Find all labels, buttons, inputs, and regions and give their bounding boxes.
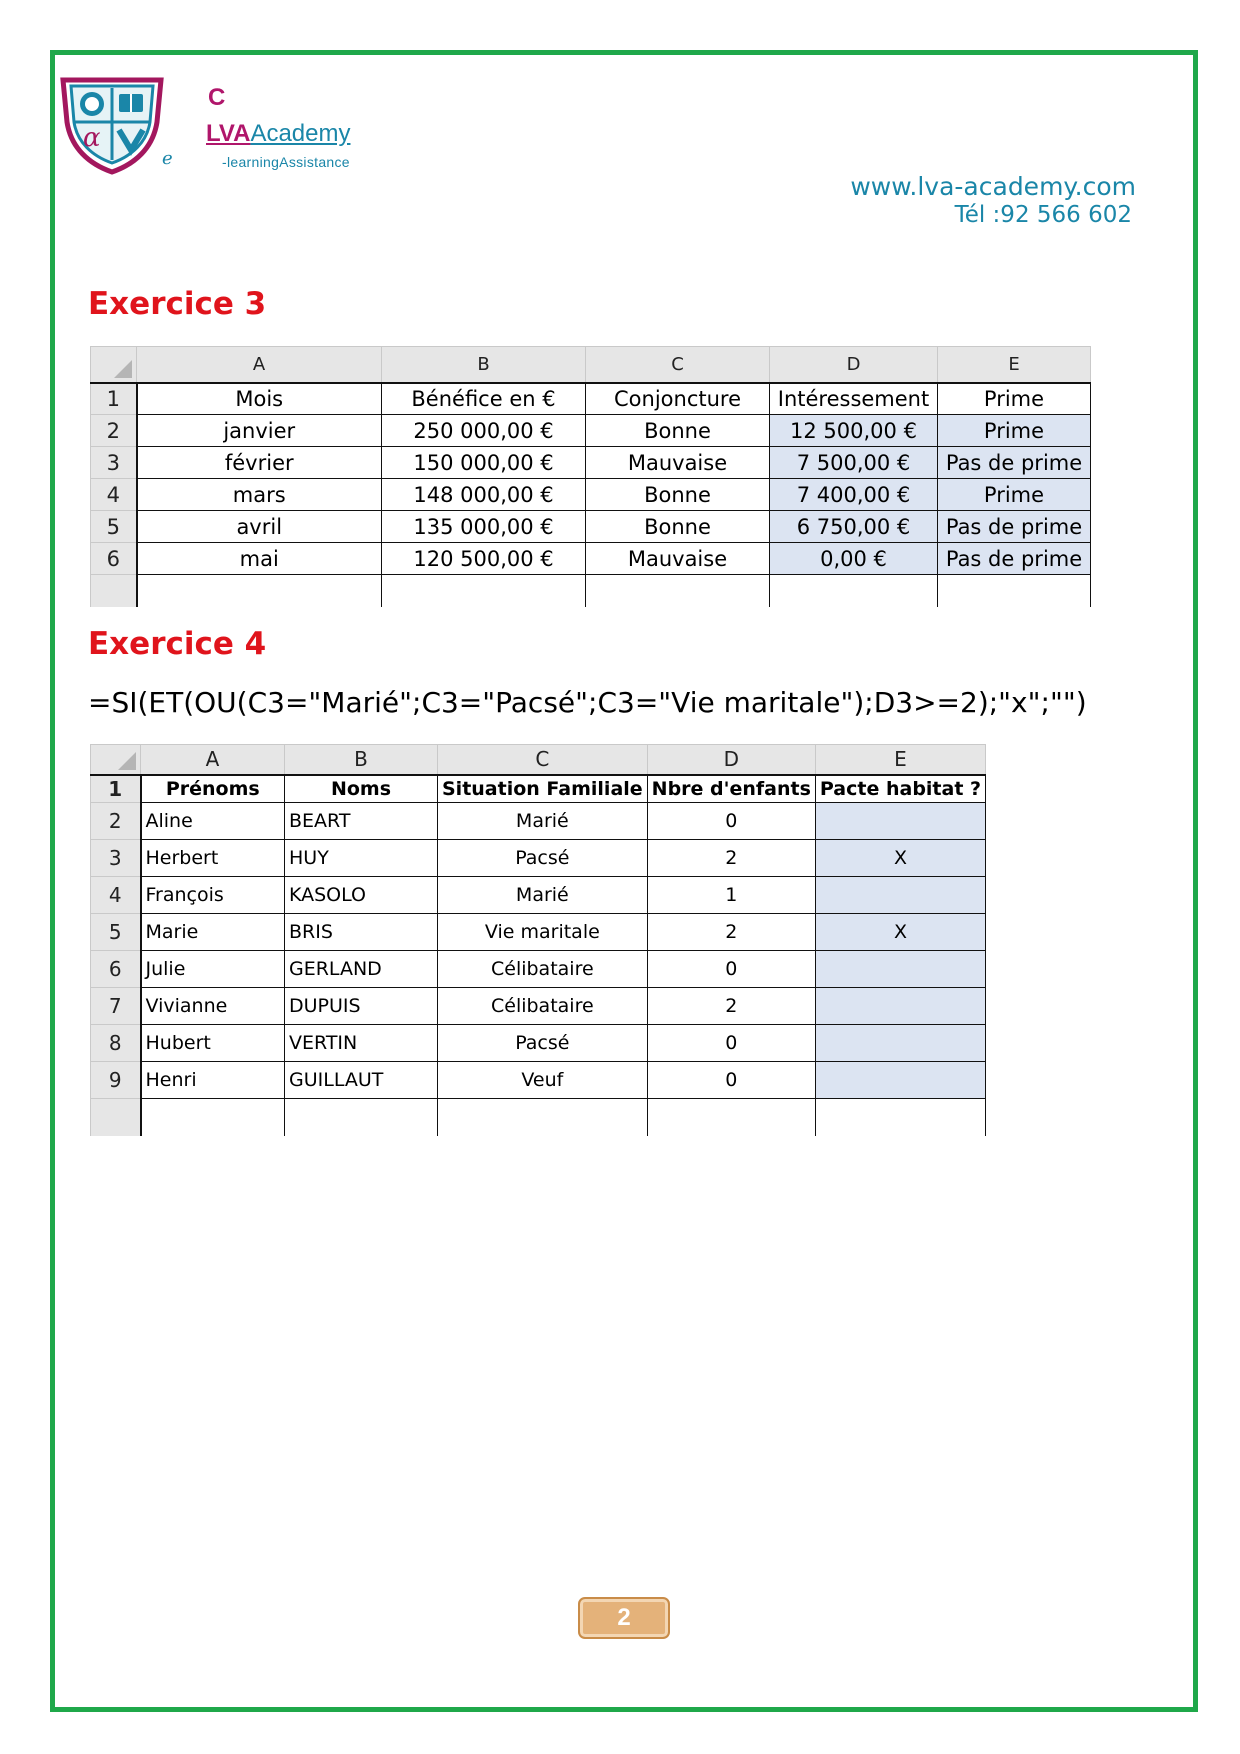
- table-row: [91, 543, 1091, 575]
- row-header[interactable]: 2: [91, 803, 141, 840]
- column-header[interactable]: C: [438, 745, 648, 775]
- cell[interactable]: 150 000,00 €: [382, 447, 586, 479]
- cell[interactable]: Mois: [137, 383, 382, 415]
- table-row: [91, 511, 1091, 543]
- cell[interactable]: GUILLAUT: [285, 1062, 438, 1099]
- cell[interactable]: Pacsé: [438, 1025, 648, 1062]
- cell[interactable]: X: [815, 840, 985, 877]
- column-header[interactable]: B: [382, 347, 586, 383]
- cell[interactable]: Nbre d'enfants: [647, 775, 815, 803]
- cell[interactable]: [815, 951, 985, 988]
- cell[interactable]: BEART: [285, 803, 438, 840]
- table-row: [91, 914, 986, 951]
- brand-letter-e: e: [162, 148, 173, 169]
- page-number-badge: 2: [578, 1597, 670, 1639]
- row-header[interactable]: 6: [91, 951, 141, 988]
- cell[interactable]: mai: [137, 543, 382, 575]
- cell[interactable]: Pacte habitat ?: [815, 775, 985, 803]
- select-all-corner[interactable]: [91, 745, 141, 775]
- cell: [815, 1099, 985, 1136]
- cell[interactable]: 1: [647, 877, 815, 914]
- exercise-4-spreadsheet: [90, 744, 986, 1136]
- row-header[interactable]: 4: [91, 877, 141, 914]
- cell[interactable]: Mauvaise: [586, 447, 770, 479]
- brand-academy: Academy: [250, 120, 351, 147]
- cell[interactable]: Prime: [938, 383, 1091, 415]
- row-header-partial: [91, 575, 137, 607]
- exercise-3-title: Exercice 3: [88, 286, 267, 322]
- cell[interactable]: Noms: [285, 775, 438, 803]
- phone-number: Tél :92 566 602: [954, 202, 1132, 228]
- cell[interactable]: Vie maritale: [438, 914, 648, 951]
- cell[interactable]: Célibataire: [438, 951, 648, 988]
- cell[interactable]: Julie: [141, 951, 285, 988]
- cell[interactable]: Pacsé: [438, 840, 648, 877]
- excel-formula: =SI(ET(OU(C3="Marié";C3="Pacsé";C3="Vie maritale");D3>=2);"x";""): [88, 686, 1087, 719]
- cell[interactable]: Prénoms: [141, 775, 285, 803]
- cell[interactable]: Prime: [938, 479, 1091, 511]
- cell[interactable]: 0: [647, 803, 815, 840]
- cell[interactable]: Marié: [438, 877, 648, 914]
- row-header[interactable]: 9: [91, 1062, 141, 1099]
- cell[interactable]: 0: [647, 1062, 815, 1099]
- cell[interactable]: HUY: [285, 840, 438, 877]
- table-row: [91, 951, 986, 988]
- cell[interactable]: 120 500,00 €: [382, 543, 586, 575]
- brand-subtitle: -learningAssistance: [222, 154, 350, 170]
- cell[interactable]: 2: [647, 840, 815, 877]
- table-row: [91, 383, 1091, 415]
- cell[interactable]: Marie: [141, 914, 285, 951]
- table-row: [91, 840, 986, 877]
- cell[interactable]: 135 000,00 €: [382, 511, 586, 543]
- cell[interactable]: Pas de prime: [938, 543, 1091, 575]
- cell[interactable]: François: [141, 877, 285, 914]
- cell[interactable]: [815, 1025, 985, 1062]
- column-header[interactable]: A: [141, 745, 285, 775]
- cell[interactable]: DUPUIS: [285, 988, 438, 1025]
- cell[interactable]: 6 750,00 €: [770, 511, 938, 543]
- cell[interactable]: Pas de prime: [938, 447, 1091, 479]
- brand-lva: LVA: [206, 120, 251, 147]
- brand-name: [206, 120, 350, 148]
- cell[interactable]: 250 000,00 €: [382, 415, 586, 447]
- cell[interactable]: février: [137, 447, 382, 479]
- cell[interactable]: Henri: [141, 1062, 285, 1099]
- table-header-row: [91, 775, 986, 803]
- table-row: [91, 447, 1091, 479]
- cell[interactable]: [815, 988, 985, 1025]
- cell[interactable]: Pas de prime: [938, 511, 1091, 543]
- cell[interactable]: Intéressement: [770, 383, 938, 415]
- table-row-partial: [91, 1099, 986, 1136]
- cell[interactable]: Conjoncture: [586, 383, 770, 415]
- cell[interactable]: KASOLO: [285, 877, 438, 914]
- cell[interactable]: Aline: [141, 803, 285, 840]
- cell[interactable]: VERTIN: [285, 1025, 438, 1062]
- row-header[interactable]: 7: [91, 988, 141, 1025]
- row-header[interactable]: 1: [91, 383, 137, 415]
- cell[interactable]: X: [815, 914, 985, 951]
- cell: [438, 1099, 648, 1136]
- select-all-corner[interactable]: [91, 347, 137, 383]
- cell[interactable]: 2: [647, 914, 815, 951]
- exercise-4-title: Exercice 4: [88, 626, 267, 662]
- cell: [938, 575, 1091, 607]
- row-header[interactable]: 4: [91, 479, 137, 511]
- column-header[interactable]: E: [938, 347, 1091, 383]
- cell[interactable]: [815, 877, 985, 914]
- row-header[interactable]: 8: [91, 1025, 141, 1062]
- cell[interactable]: Mauvaise: [586, 543, 770, 575]
- exercise-3-spreadsheet: [90, 346, 1091, 607]
- cell[interactable]: Herbert: [141, 840, 285, 877]
- cell[interactable]: Bonne: [586, 479, 770, 511]
- cell[interactable]: GERLAND: [285, 951, 438, 988]
- cell[interactable]: 7 400,00 €: [770, 479, 938, 511]
- cell[interactable]: 0,00 €: [770, 543, 938, 575]
- cell[interactable]: avril: [137, 511, 382, 543]
- row-header[interactable]: 3: [91, 840, 141, 877]
- cell[interactable]: mars: [137, 479, 382, 511]
- cell[interactable]: [815, 1062, 985, 1099]
- row-header[interactable]: 5: [91, 914, 141, 951]
- row-header-partial: [91, 1099, 141, 1136]
- cell[interactable]: Bonne: [586, 511, 770, 543]
- cell[interactable]: Situation Familiale: [438, 775, 648, 803]
- column-header[interactable]: A: [137, 347, 382, 383]
- cell[interactable]: Bonne: [586, 415, 770, 447]
- table-row: [91, 415, 1091, 447]
- cell: [285, 1099, 438, 1136]
- column-header[interactable]: E: [815, 745, 985, 775]
- cell[interactable]: Bénéfice en €: [382, 383, 586, 415]
- row-header[interactable]: 2: [91, 415, 137, 447]
- cell: [586, 575, 770, 607]
- cell[interactable]: 12 500,00 €: [770, 415, 938, 447]
- column-header-row: [91, 745, 986, 775]
- table-row: [91, 1025, 986, 1062]
- cell: [141, 1099, 285, 1136]
- cell[interactable]: BRIS: [285, 914, 438, 951]
- table-row: [91, 803, 986, 840]
- cell[interactable]: Marié: [438, 803, 648, 840]
- cell[interactable]: Prime: [938, 415, 1091, 447]
- row-header[interactable]: 6: [91, 543, 137, 575]
- cell[interactable]: [815, 803, 985, 840]
- cell[interactable]: Célibataire: [438, 988, 648, 1025]
- table-row: [91, 479, 1091, 511]
- table-row: [91, 877, 986, 914]
- column-header[interactable]: D: [770, 347, 938, 383]
- lva-academy-logo-icon: [57, 76, 167, 176]
- column-header[interactable]: B: [285, 745, 438, 775]
- table-row: [91, 988, 986, 1025]
- cell[interactable]: Veuf: [438, 1062, 648, 1099]
- cell[interactable]: Vivianne: [141, 988, 285, 1025]
- cell[interactable]: Hubert: [141, 1025, 285, 1062]
- svg-text:α: α: [83, 123, 101, 153]
- website-link[interactable]: www.lva-academy.com: [850, 172, 1136, 201]
- table-row-partial: [91, 575, 1091, 607]
- cell: [770, 575, 938, 607]
- table-row: [91, 1062, 986, 1099]
- row-header[interactable]: 3: [91, 447, 137, 479]
- column-header-row: [91, 347, 1091, 383]
- row-header[interactable]: 1: [91, 775, 141, 803]
- cell[interactable]: janvier: [137, 415, 382, 447]
- column-header[interactable]: C: [586, 347, 770, 383]
- cell[interactable]: 0: [647, 1025, 815, 1062]
- cell: [382, 575, 586, 607]
- row-header[interactable]: 5: [91, 511, 137, 543]
- cell[interactable]: 0: [647, 951, 815, 988]
- cell: [647, 1099, 815, 1136]
- cell[interactable]: 7 500,00 €: [770, 447, 938, 479]
- brand-letter-c: C: [208, 84, 226, 111]
- cell[interactable]: 148 000,00 €: [382, 479, 586, 511]
- cell[interactable]: 2: [647, 988, 815, 1025]
- column-header[interactable]: D: [647, 745, 815, 775]
- cell: [137, 575, 382, 607]
